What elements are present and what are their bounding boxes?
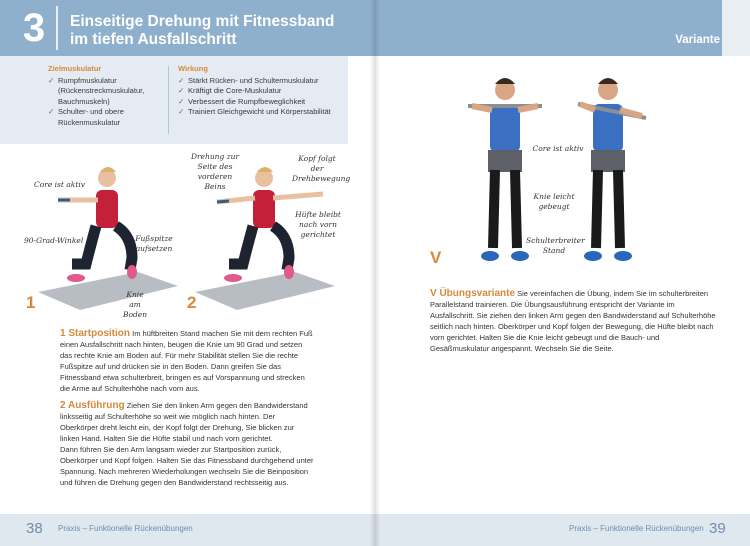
variante-heading: V Übungsvariante — [430, 288, 516, 299]
title-line-1: Einseitige Drehung mit Fitnessband — [70, 13, 335, 30]
page-number-right: 39 — [709, 520, 726, 537]
wirkung-item: ✓ Verbessert die Rumpfbeweglichkeit — [178, 97, 343, 108]
startposition-heading: 1 Startposition — [60, 328, 131, 339]
exercise-number: 3 — [12, 6, 58, 50]
footer-text-right: Praxis – Funktionelle Rückenübungen — [569, 524, 704, 533]
info-box — [0, 56, 348, 144]
caption-90-grad: 90-Grad-Winkel — [24, 236, 84, 245]
figure-1-number: 1 — [26, 293, 36, 312]
zielmuskulatur-column — [48, 64, 163, 128]
wirkung-heading: Wirkung — [178, 64, 208, 73]
variante-label: Variante — [675, 34, 720, 46]
caption-huefte-bleibt: Hüfte bleibt nach vorn gerichtet — [295, 210, 341, 239]
zielmuskulatur-item: ✓ Schulter- und obere Rückenmuskulatur — [48, 107, 163, 128]
caption-knie-am-boden: Knie am Boden — [122, 290, 148, 319]
caption-v-stand: Schulterbreiter Stand — [526, 236, 585, 255]
caption-core-aktiv: Core ist aktiv — [34, 180, 85, 189]
info-divider — [168, 66, 169, 134]
caption-v-knie: Knie leicht gebeugt — [533, 192, 575, 211]
zielmuskulatur-heading: Zielmuskulatur — [48, 64, 102, 73]
wirkung-item: ✓ Kräftigt die Core-Muskulatur — [178, 86, 343, 97]
book-gutter — [370, 0, 380, 546]
variante-text — [430, 288, 720, 360]
right-page — [375, 0, 750, 546]
wirkung-item: ✓ Trainiert Gleichgewicht und Körperstabilität — [178, 107, 343, 118]
right-footer — [375, 514, 750, 546]
wirkung-column — [178, 64, 343, 118]
header-corner — [722, 0, 750, 56]
caption-kopf-folgt: Kopf folgt der Drehbewegung — [292, 154, 351, 183]
figure-v-number: V — [430, 248, 442, 267]
wirkung-item: ✓ Stärkt Rücken- und Schultermuskulatur — [178, 76, 343, 87]
title-line-2: im tiefen Ausfallschritt — [70, 31, 237, 48]
ausfuehrung-paragraph-2: Dann führen Sie den Arm langsam wieder zur Startposition zurück, Oberkörper und Kopf folgen. Halten Sie das Fitnessband durchgehend unter Spannung. Nach mehreren Wiederholungen wechseln Sie die Beinposition und führen die Drehung gegen den Bandwiderstand rechtsseitig aus. — [60, 445, 314, 487]
footer-text-left: Praxis – Funktionelle Rückenübungen — [58, 524, 193, 533]
left-footer — [0, 514, 375, 546]
variante-body: Sie vereinfachen die Übung, indem Sie im schulterbreiten Parallelstand trainieren. Die Übungsausführung entspricht der Variante im Ausfallschritt. Sie ziehen den linken Arm gegen den Bandwiderstand auf Schulterhöhe seitlich nach hinten. Oberkörper und Kopf folgen der Bewegung, die Hüfte bleibt nach vorn gerichtet. Halten Sie die Knie leicht gebeugt und die Bauch- und Gesäßmuskulatur angespannt. Wechseln Sie die Seite. — [430, 289, 716, 353]
startposition-paragraph — [60, 328, 314, 394]
page-number-left: 38 — [26, 520, 43, 537]
variante-paragraph — [430, 288, 720, 354]
exercise-title — [70, 13, 334, 49]
ausfuehrung-heading: 2 Ausführung — [60, 400, 125, 411]
figure-2-number: 2 — [187, 293, 197, 312]
caption-v-core-aktiv: Core ist aktiv — [532, 144, 584, 153]
caption-drehung: Drehung zur Seite des vorderen Beins — [190, 152, 240, 191]
caption-fussspitze: Fußspitze aufsetzen — [135, 234, 173, 253]
exercise-header — [0, 0, 375, 56]
instructions-text — [60, 328, 314, 494]
startposition-body: Im hüftbreiten Stand machen Sie mit dem rechten Fuß einen Ausfallschritt nach hinten, beugen die Knie um 90 Grad und setzen das rechte Knie am Boden auf. Für mehr Stabilität stellen Sie die rechte Fußspitze auf und drücken sie in den Boden. Dann greifen Sie das Fitnessband etwa schulterbreit, bringen es auf Vorspannung und strecken die Arme auf Schulterhöhe nach vorn aus. — [60, 329, 313, 393]
zielmuskulatur-item: ✓ Rumpfmuskulatur (Rückenstreckmuskulatur, Bauchmuskeln) — [48, 76, 163, 108]
variante-header — [375, 0, 750, 56]
ausfuehrung-paragraph — [60, 400, 314, 444]
ausfuehrung-body-1: Ziehen Sie den linken Arm gegen den Bandwiderstand linksseitig auf Schulterhöhe so weit wie möglich nach hinten. Der Oberkörper dreht leicht ein, der Kopf folgt der Drehung, Sie blicken zur linken Hand. Halten Sie die Hüfte stabil und nach vorn gerichtet. — [60, 401, 308, 443]
